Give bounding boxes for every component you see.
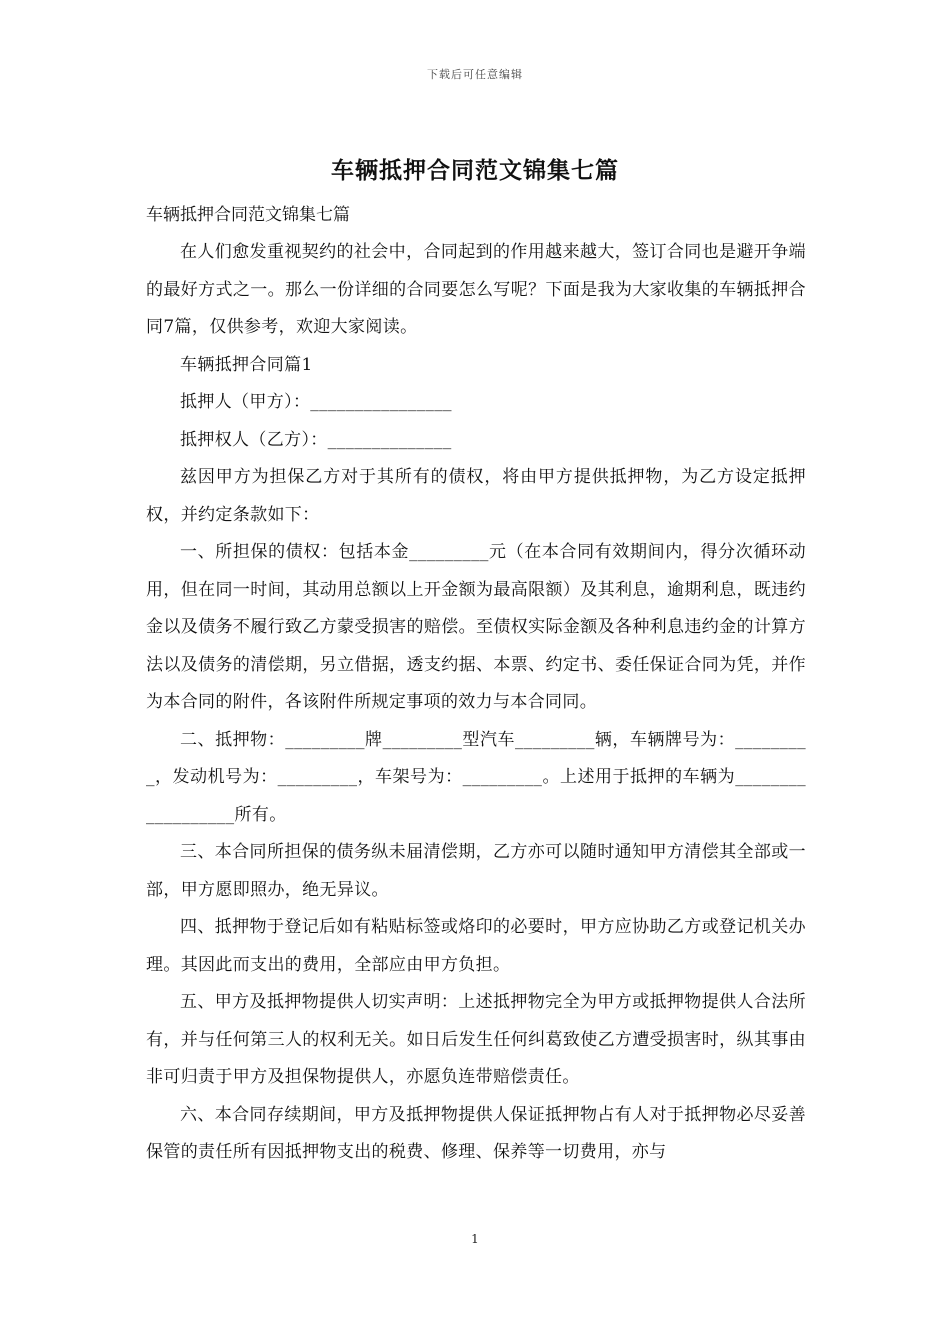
document-title: 车辆抵押合同范文锦集七篇 — [331, 157, 619, 184]
clause-3-paragraph: 三、本合同所担保的债务纵未届清偿期，乙方亦可以随时通知甲方清偿其全部或一部，甲方愿即照办，绝无异议。 — [146, 842, 806, 900]
intro-paragraph: 在人们愈发重视契约的社会中，合同起到的作用越来越大，签订合同也是避开争端的最好方式之一。那么一份详细的合同要怎么写呢？下面是我为大家收集的车辆抵押合同7篇，仅供参考，欢迎大家阅读。 — [146, 242, 806, 337]
document-body — [146, 196, 806, 1172]
mortgagor-line: 抵押人（甲方）：________________ — [180, 392, 452, 412]
clause-6-paragraph: 六、本合同存续期间，甲方及抵押物提供人保证抵押物占有人对于抵押物必尽妥善保管的责任所有因抵押物支出的税费、修理、保养等一切费用，亦与 — [146, 1104, 806, 1162]
section-heading: 车辆抵押合同篇1 — [180, 354, 313, 375]
clause-2-paragraph: 二、抵押物：_________牌_________型汽车_________辆，车辆牌号为：_________，发动机号为：_________，车架号为：_________。上述用于抵押的车辆为__________________所有。 — [146, 729, 806, 825]
clause-5-paragraph: 五、甲方及抵押物提供人切实声明：上述抵押物完全为甲方或抵押物提供人合法所有，并与任何第三人的权利无关。如日后发生任何纠葛致使乙方遭受损害时，纵其事由非可归责于甲方及担保物提供人，亦愿负连带赔偿责任。 — [146, 992, 806, 1087]
clause-4-paragraph: 四、抵押物于登记后如有粘贴标签或烙印的必要时，甲方应协助乙方或登记机关办理。其因此而支出的费用，全部应由甲方负担。 — [146, 917, 806, 975]
preamble-paragraph: 兹因甲方为担保乙方对于其所有的债权，将由甲方提供抵押物，为乙方设定抵押权，并约定条款如下： — [146, 467, 806, 525]
clause-1-paragraph: 一、所担保的债权：包括本金_________元（在本合同有效期间内，得分次循环动用，但在同一时间，其动用总额以上开金额为最高限额）及其利息，逾期利息，既违约金以及债务不履行致乙方蒙受损害的赔偿。至债权实际金额及各种利息违约金的计算方法以及债务的清偿期，另立借据，透支约据、本票、约定书、委任保证合同为凭，并作为本合同的附件，各该附件所规定事项的效力与本合同同。 — [146, 542, 806, 712]
document-subtitle: 车辆抵押合同范文锦集七篇 — [146, 205, 350, 225]
mortgagee-line: 抵押权人（乙方）：______________ — [180, 429, 452, 450]
page-number: 1 — [471, 1232, 479, 1246]
header-note: 下载后可任意编辑 — [427, 68, 523, 81]
